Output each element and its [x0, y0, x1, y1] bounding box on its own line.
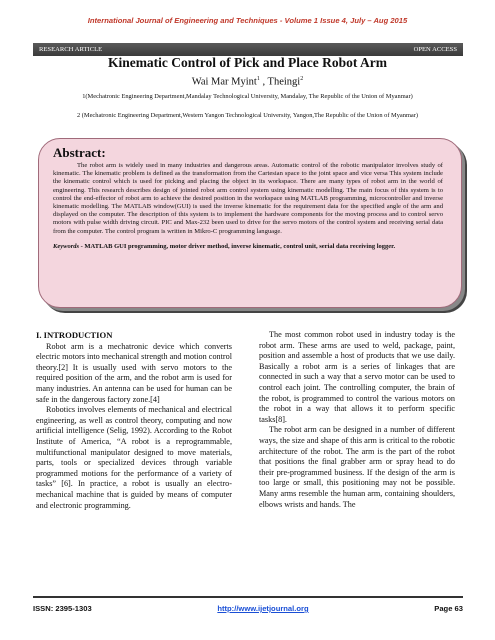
section-heading: I. INTRODUCTION: [36, 330, 113, 340]
open-access-label: OPEN ACCESS: [413, 46, 457, 53]
journal-link[interactable]: http://www.ijetjournal.org: [217, 604, 309, 613]
left-column: [36, 330, 232, 511]
author-1-mark: 1: [256, 76, 260, 82]
right-paragraph: The most common robot used in industry today is the robot arm. These arms are used to weld, package, paint, position and assemble a host of products that we use daily. Basically a robot arm is a series of linkages that are connected in such a way that a servo motor can be used to control each joint. The controlling computer, the brain of the robot, is programmed to control the various motors on the robot in a way that allows it to perform specific tasks[8].: [259, 330, 455, 424]
issn: ISSN: 2395-1303: [33, 604, 92, 613]
paper-title: Kinematic Control of Pick and Place Robot Arm: [107, 55, 388, 70]
footer-divider: [33, 596, 463, 598]
author-2: , Theingi: [259, 76, 301, 88]
author-2-mark: 2: [300, 76, 304, 82]
journal-header: International Journal of Engineering and Techniques - Volume 1 Issue 4, July – Aug 2015: [87, 16, 408, 25]
abstract-heading: Abstract:: [53, 145, 106, 160]
keywords-text: - MATLAB GUI programming, motor driver method, inverse kinematic, control unit, serial data receiving logger.: [79, 242, 396, 250]
author-line: [0, 76, 495, 88]
affiliation-1: 1(Mechatronic Engineering Department,Mandalay Technological University, Mandalay, The Republic of the Union of Myanmar): [82, 93, 413, 100]
affiliation-2: 2 (Mechatronic Engineering Department,Western Yangon Technological University, Yangon,The Republic of the Union of Myanmar): [76, 112, 419, 119]
right-column: [259, 330, 455, 510]
footer: [33, 604, 463, 613]
abstract-body: The robot arm is widely used in many industries and dangerous areas. Automatic control of the robotic manipulator involves study of kinematic. The kinematic problem is defined as the transformation from the Cartesian space to the joint space and vice versa This system include the kinematic control which is used for picking and placing the object in its workspace. There are many types of robot arm in the world of engineering. This research describes design of jointed robot arm control system using kinematic modelling. The main focus of this system is to control the end-effector of robot arm to achieve the desired position in the workspace using MATLAB programming, microcontroller and inverse kinematic modelling. The MATLAB window(GUI) is used the inverse kinematic for the requirement data for the specified angle of the arm and displayed on the computer. The description of this system is to implement the hardware components for the moving process and to control servo motors with pulse width driving circuit. PIC and Max-232 been used to drive for the servo motors of the control system and receiving serial data from the computer. The control program is written in Mikro-C programming language.: [53, 162, 443, 235]
right-paragraph: The robot arm can be designed in a number of different ways, the size and shape of this arm is critical to the robotic architecture of the robot. The arm is the part of the robot that positions the final grabber arm or spray head to do their pre-programmed business. If the design of the arm is too large or small, this positioning may not be possible. Many arms resemble the human arm, containing shoulders, elbows wrists and hands. The: [259, 425, 455, 509]
author-1: Wai Mar Myint: [191, 76, 257, 88]
left-paragraph: Robot arm is a mechatronic device which converts electric motors into mechanical strength and motion control theory.[2] It is usually used with servo motors to the required position of the arm, and the robot arm is used for many industries. An antenna can be used for human can be safe in the dangerous factory zone.[4]: [36, 341, 232, 404]
page-number: Page 63: [434, 604, 463, 613]
abstract-box: [38, 138, 462, 308]
research-article-label: RESEARCH ARTICLE: [39, 46, 103, 53]
left-paragraph: Robotics involves elements of mechanical and electrical engineering, as well as control theory, computing and now artificial intelligence (Selig, 1992). According to the Robot Institute of America, “A robot is a reprogrammable, multifunctional manipulator designed to move materials, parts, tools or specialized devices through variable programmed motions for the performance of a variety of tasks” [6]. In practice, a robot is usually an electro-mechanical machine that is guided by means of computer and electronic programming.: [36, 405, 232, 510]
keywords: [53, 243, 443, 251]
keywords-label: Keywords: [53, 242, 79, 250]
